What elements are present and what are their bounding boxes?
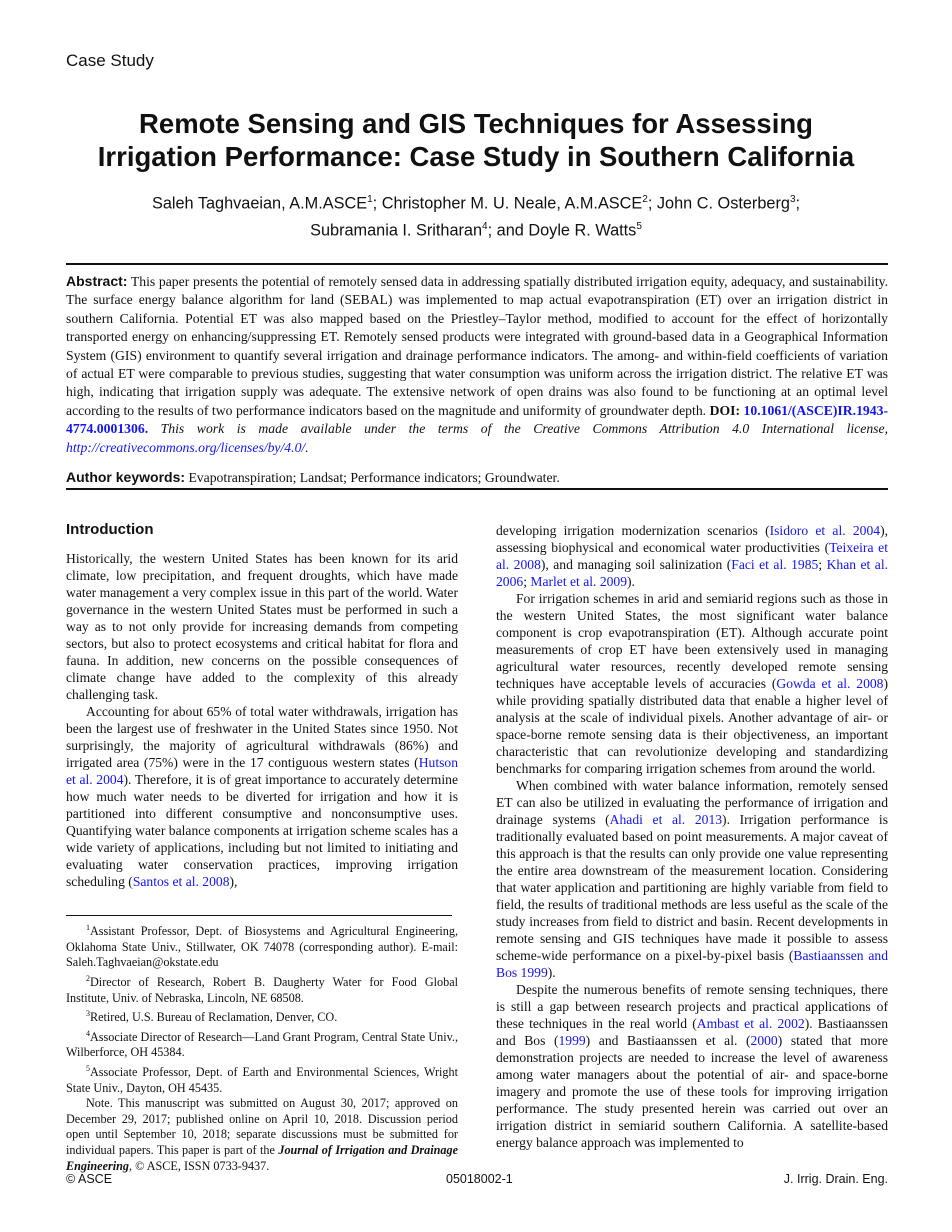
- author-name: Doyle R. Watts: [528, 221, 637, 240]
- license-text: This work is made available under the terms of the Creative Commons Attribution 4.0 International license,: [148, 421, 888, 437]
- paragraph-text: ). Bastiaanssen and Bos (: [496, 1016, 888, 1048]
- author-name: Subramania I. Sritharan: [310, 221, 483, 240]
- footer-page-number: 05018002-1: [446, 1172, 513, 1186]
- citation-link[interactable]: 1999: [558, 1033, 586, 1048]
- paragraph: [66, 703, 458, 890]
- paragraph-text: developing irrigation modernization scenarios (: [496, 523, 770, 538]
- citation-link[interactable]: Hutson et al. 2004: [66, 755, 458, 787]
- footer-copyright: © ASCE: [66, 1172, 113, 1186]
- doi-label: DOI:: [709, 402, 744, 418]
- license-link[interactable]: http://creativecommons.org/licenses/by/4.0/: [66, 439, 306, 455]
- divider: [66, 263, 888, 265]
- footnote: [66, 1006, 458, 1026]
- paragraph-text: ).: [547, 965, 556, 980]
- paragraph-text: ). Irrigation performance is traditionally evaluated based on point measurements. A major caveat of this approach is that the results can only provide one value representing the entire area downstream of the measurement location. Considering that water application and partitioning are highly variable from field to field, the results of traditional methods are less useful as the scale of the study increases from field to district and basin. Recent developments in remote sensing and GIS techniques have made it possible to assess scheme-wide performance on a pixel-by-pixel basis (: [496, 812, 888, 963]
- paragraph: [496, 522, 888, 590]
- left-column: [66, 520, 458, 890]
- footnote-mark: 3: [86, 1009, 90, 1019]
- paragraph: [496, 590, 888, 777]
- citation-link[interactable]: Ahadi et al. 2013: [609, 812, 723, 827]
- author-name: Christopher M. U. Neale, A.M.ASCE: [381, 194, 643, 213]
- footnote-mark: 4: [86, 1028, 90, 1038]
- author-affil: 2: [642, 194, 648, 205]
- footnote-mark: 2: [86, 973, 90, 983]
- citation-link[interactable]: Isidoro et al. 2004: [769, 523, 881, 538]
- submission-note: [66, 1096, 458, 1174]
- footnote-text: Retired, U.S. Bureau of Reclamation, Denver, CO.: [90, 1010, 338, 1025]
- footnote-text: Associate Professor, Dept. of Earth and Environmental Sciences, Wright State Univ., Dayton, OH 45435.: [66, 1065, 458, 1095]
- author-sep: ;: [372, 194, 382, 213]
- paragraph-text: Despite the numerous benefits of remote sensing techniques, there is still a gap between research projects and practical applications of these techniques in the real world (: [496, 982, 888, 1031]
- citation-link[interactable]: Marlet et al. 2009: [530, 574, 628, 589]
- footnote-text: Director of Research, Robert B. Daugherty Water for Food Global Institute, Univ. of Nebraska, Lincoln, NE 68508.: [66, 974, 458, 1005]
- title-line: Remote Sensing and GIS Techniques for Assessing: [139, 108, 813, 139]
- footnote: [66, 1026, 458, 1061]
- abstract: [66, 272, 888, 457]
- author-name: Saleh Taghvaeian, A.M.ASCE: [151, 194, 368, 213]
- paragraph-text: Accounting for about 65% of total water withdrawals, irrigation has been the largest use of freshwater in the United States since 1950. Not surprisingly, the majority of agricultural withdrawals (86%) and irrigated area (75%) were in the 17 contiguous western states (: [66, 704, 458, 770]
- abstract-text: This paper presents the potential of remotely sensed data in addressing spatially distributed irrigation equity, adequacy, and sustainability. The surface energy balance algorithm for land (SEBAL) was implemented to map actual evapotranspiration (ET) over an irrigation district in southern California. Potential ET was also mapped based on the Priestley–Taylor method, modified to account for the effect of horizontally transported energy on enhancing/suppressing ET. Remotely sensed products were integrated with ground-based data in a Geographical Information System (GIS) environment to quantify several irrigation and drainage performance indicators. The among- and within-field coefficients of variation of actual ET were comparable to previous studies, suggesting that water consumption was uniform across the irrigation district. The relative ET was high, indicating that irrigation supply was adequate. The extensive network of open drains was also found to be functioning at an optimal level according to the results of two performance indicators based on the magnitude and uniformity of groundwater depth.: [66, 274, 888, 418]
- author-list: [40, 188, 912, 243]
- note-end: , © ASCE, ISSN 0733-9437.: [129, 1158, 270, 1173]
- footnotes: [66, 920, 458, 1174]
- citation-link[interactable]: 2000: [750, 1033, 778, 1048]
- citation-link[interactable]: Gowda et al. 2008: [776, 676, 884, 691]
- citation-link[interactable]: Ambast et al. 2002: [696, 1016, 805, 1031]
- paragraph-text: ), assessing biophysical and economical water productivities (: [496, 523, 889, 555]
- paper-title: [40, 107, 912, 173]
- author-sep: ;: [795, 194, 801, 213]
- footnote-text: Associate Director of Research—Land Grant Program, Central State Univ., Wilberforce, OH 45384.: [66, 1029, 458, 1060]
- paragraph-text: ) stated that more demonstration projects are needed to increase the level of awareness among water managers about the potential of air- and space-borne imagery and promote the use of these tools for improving irrigation performance. The study presented herein was carried out over an irrigation district in semiarid southern California. A satellite-based energy balance approach was implemented to: [496, 1033, 889, 1150]
- doi-link[interactable]: 10.1061/(ASCE)IR.1943-4774.0001306.: [66, 402, 888, 437]
- footnote-text: Assistant Professor, Dept. of Biosystems and Agricultural Engineering, Oklahoma State Univ., Stillwater, OK 74078 (corresponding author). E-mail: Saleh.Taghvaeian@okstate.edu: [66, 924, 458, 970]
- paragraph-text: ), and managing soil salinization (: [540, 557, 732, 572]
- footnote: [66, 1061, 458, 1096]
- paragraph-text: When combined with water balance information, remotely sensed ET can also be utilized in evaluating the performance of irrigation and drainage systems (: [496, 778, 888, 827]
- paragraph: [66, 550, 458, 703]
- paragraph-text: For irrigation schemes in arid and semiarid regions such as those in the western United States, the most significant water balance component is crop evapotranspiration (ET). Although accurate point measurements of crop ET have been extensively used in managing agricultural water resources, recently developed remote sensing techniques have acceptable levels of accuracies (: [496, 591, 888, 691]
- divider: [66, 488, 888, 490]
- footnote-mark: 1: [86, 923, 90, 932]
- left-paragraphs: [66, 550, 458, 890]
- paragraph-text: ).: [627, 574, 635, 589]
- author-affil: 3: [789, 194, 796, 205]
- journal-name: Journal of Irrigation and Drainage Engineering: [66, 1143, 458, 1173]
- author-sep: ;: [647, 194, 657, 213]
- paragraph-text: ;: [523, 574, 531, 589]
- paragraph-text: ) and Bastiaanssen et al. (: [585, 1033, 751, 1048]
- citation-link[interactable]: Bastiaanssen and Bos 1999: [496, 948, 888, 980]
- footnote: [66, 920, 458, 971]
- paragraph-text: ;: [818, 557, 827, 572]
- right-column: [496, 522, 888, 1151]
- paragraph: [496, 981, 888, 1151]
- abstract-end: .: [305, 439, 309, 455]
- paragraph-text: ),: [229, 874, 238, 889]
- author-sep: ; and: [487, 221, 529, 240]
- title-line: Irrigation Performance: Case Study in Southern California: [97, 141, 855, 172]
- footnote-divider: [66, 915, 452, 916]
- citation-link[interactable]: Teixeira et al. 2008: [496, 540, 888, 572]
- author-affil: 1: [367, 194, 373, 205]
- note-text: Note. This manuscript was submitted on August 30, 2017; approved on December 29, 2017; published online on April 10, 2018. Discussion period open until September 10, 2018; separate discussions must be submitted for individual papers. This paper is part of the: [66, 1096, 458, 1158]
- author-name: John C. Osterberg: [656, 194, 790, 213]
- footnote: [66, 971, 458, 1006]
- keywords-label: Author keywords:: [66, 469, 186, 485]
- abstract-label: Abstract:: [66, 273, 128, 289]
- keywords: [66, 469, 888, 486]
- paragraph-text: Historically, the western United States has been known for its arid climate, low precipitation, and frequent droughts, which have made water management a very complex issue in this part of the world. Water governance in the western United States must be performed in such a way as to not only provide for increasing demands from competing sectors, but also to protect ecosystems and critical habitat for flora and fauna. In addition, new concerns on the possible consequences of climate change have added to the complexity of this already challenging task.: [66, 551, 458, 702]
- footer-journal: J. Irrig. Drain. Eng.: [783, 1172, 888, 1186]
- citation-link[interactable]: Khan et al. 2006: [496, 557, 888, 589]
- paragraph: [496, 777, 888, 981]
- section-heading-introduction: Introduction: [66, 521, 154, 538]
- author-affil: 5: [636, 221, 642, 233]
- author-affil: 4: [482, 221, 488, 233]
- right-paragraphs: [496, 522, 888, 1151]
- paragraph-text: ). Therefore, it is of great importance to accurately determine how much water needs to be diverted for irrigation and how it is partitioned into different consumptive and nonconsumptive uses. Quantifying water balance components at irrigation scheme scales has a wide variety of applications, including but not limited to initiating and evaluating water conservation practices, improving irrigation scheduling (: [66, 772, 458, 889]
- citation-link[interactable]: Faci et al. 1985: [731, 557, 819, 572]
- keywords-text: Evapotranspiration; Landsat; Performance indicators; Groundwater.: [185, 470, 560, 485]
- citation-link[interactable]: Santos et al. 2008: [132, 874, 230, 889]
- footnote-mark: 5: [86, 1064, 90, 1073]
- section-label: Case Study: [66, 51, 154, 70]
- paragraph-text: ) while providing spatially distributed data that enable a higher level of analysis at the scale of individual pixels. Another advantage of air- or space-borne remote sensing data is their objectiveness, an important characteristic that can revolutionize developing and standardizing benchmarks for comparing irrigation schemes from around the world.: [496, 676, 888, 776]
